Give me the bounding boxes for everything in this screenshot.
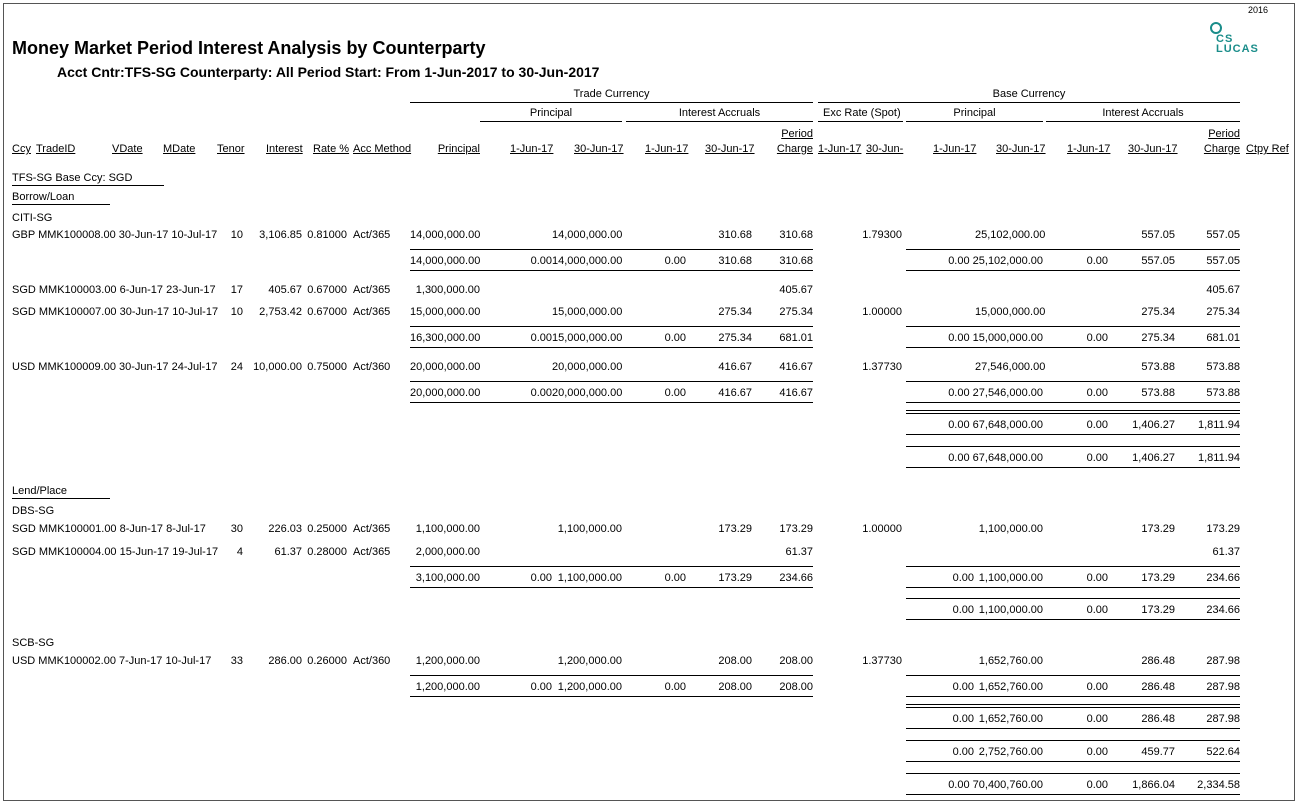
cell-s2-ba1: 0.00 [1086,452,1108,464]
cell-t3-pc: 416.67 [779,387,813,399]
cell-t5-ba2: 286.48 [1141,681,1175,693]
cell-s6-ba1: 0.00 [1086,779,1108,791]
col-vdate: VDate [112,143,143,155]
cell-s3-bpc: 234.66 [1206,604,1240,616]
lend-section-label: Lend/Place [12,485,68,497]
cell-r4-bp2: 27,546,000.00 [975,361,1046,373]
base-rule-bottom-s1 [906,434,1240,435]
cell-r4-tp2: 20,000,000.00 [552,361,623,373]
cell-r4-rate: 0.75000 [307,361,347,373]
cell-r7-principal: 1,200,000.00 [415,655,480,667]
cell-t5-bp2: 1,652,760.00 [978,681,1043,693]
cell-r4-pc: 416.67 [779,361,813,373]
cell-t2-ba2: 275.34 [1141,332,1175,344]
trade-principal-rule [480,121,622,122]
cell-r7-rate: 0.26000 [307,655,347,667]
cell-s3-ba2: 173.29 [1141,604,1175,616]
cell-r7-bpc: 287.98 [1206,655,1240,667]
cell-r5-ta2: 173.29 [718,523,752,535]
counterparty-citi: CITI-SG [12,212,53,224]
cell-t3-principal: 20,000,000.00 [410,387,481,399]
cell-t1-bpc: 557.05 [1206,255,1240,267]
base-rule-top-s3 [906,598,1240,599]
col-bperiod-bottom: Charge [1203,143,1240,155]
cell-r3-ta2: 275.34 [718,306,752,318]
cell-t3-tp1: 0.00 [530,387,552,399]
cell-r6-tenor: 4 [236,546,243,558]
cell-r7-tenor: 33 [230,655,243,667]
cell-s1-ba1: 0.00 [1086,419,1108,431]
cell-t2-bpc: 681.01 [1206,332,1240,344]
trade-rule-bottom-t4 [410,587,813,588]
col-principal: Principal [437,143,480,155]
cell-r3-interest: 2,753.42 [259,306,302,318]
cell-t4-ba1: 0.00 [1086,572,1108,584]
base-principal-rule [906,121,1043,122]
cell-r7-ta2: 208.00 [718,655,752,667]
cell-r2-acc: Act/365 [353,284,391,296]
cell-r3-ex: 1.00000 [862,306,902,318]
cell-s6-ba2: 1,866.04 [1132,779,1175,791]
exc-rate-rule [818,121,903,122]
cell-s4-bpc: 287.98 [1206,713,1240,725]
base-rule-double-s1 [906,410,1240,411]
base-rule-top-s4 [906,707,1240,708]
cell-r3-pc: 275.34 [779,306,813,318]
col-rate: Rate % [313,143,350,155]
base-accruals-header: Interest Accruals [1102,107,1184,119]
borrow-section-label: Borrow/Loan [12,191,75,203]
col-tp-d1: 1-Jun-17 [510,143,554,155]
cell-t3-ta1: 0.00 [664,387,686,399]
cell-r1-tp2: 14,000,000.00 [552,229,623,241]
base-rule-top-s1 [906,413,1240,414]
cell-s1-bpc: 1,811.94 [1197,419,1240,431]
cell-t3-ta2: 416.67 [718,387,752,399]
cell-r1-principal: 14,000,000.00 [410,229,481,241]
base-principal-header: Principal [953,107,996,119]
cell-r2-left: SGD MMK100003.00 6-Jun-17 23-Jun-17 [12,284,216,296]
cell-r4-left: USD MMK100009.00 30-Jun-17 24-Jul-17 [12,361,218,373]
col-tp-d2: 30-Jun-17 [574,143,624,155]
cell-r1-ex: 1.79300 [862,229,902,241]
base-rule-top-s2 [906,446,1240,447]
cell-s2-bp: 0.00 67,648,000.00 [948,452,1043,464]
trade-rule-bottom-t1 [410,270,813,271]
col-ctpy-ref: Ctpy Ref [1246,143,1289,155]
base-currency-rule [818,102,1240,103]
col-ba-d2: 30-Jun-17 [1128,143,1178,155]
base-rule-double-s4 [906,704,1240,705]
cell-r6-principal: 2,000,000.00 [415,546,480,558]
col-ex-d1: 1-Jun-17 [818,143,862,155]
cell-t2-bp: 0.00 15,000,000.00 [948,332,1043,344]
base-rule-top-t2 [906,326,1240,327]
report-title: Money Market Period Interest Analysis by Counterparty [12,38,486,58]
cell-r5-bpc: 173.29 [1206,523,1240,535]
cell-t2-ta2: 275.34 [718,332,752,344]
cell-r2-pc: 405.67 [779,284,813,296]
lend-section-rule [12,498,110,499]
cell-t5-ba1: 0.00 [1086,681,1108,693]
cell-r3-ba2: 275.34 [1141,306,1175,318]
cell-s5-bp2: 2,752,760.00 [978,746,1043,758]
base-rule-bottom-t1 [906,270,1240,271]
cell-r3-principal: 15,000,000.00 [410,306,481,318]
cell-t4-principal: 3,100,000.00 [415,572,480,584]
base-rule-bottom-t3 [906,402,1240,403]
cell-r5-bp2: 1,100,000.00 [978,523,1043,535]
trade-rule-top-t2 [410,326,813,327]
report-subtitle: Acct Cntr:TFS-SG Counterparty: All Period Start: From 1-Jun-2017 to 30-Jun-2017 [57,64,600,80]
acct-section-label: TFS-SG Base Ccy: SGD [12,172,133,184]
col-bperiod-top: Period [1208,128,1240,140]
cell-t4-bp1: 0.00 [952,572,974,584]
base-rule-bottom-t2 [906,347,1240,348]
trade-accruals-header: Interest Accruals [678,107,761,119]
cell-t1-ba2: 557.05 [1141,255,1175,267]
cell-r4-acc: Act/360 [353,361,391,373]
trade-principal-header: Principal [529,107,573,119]
cell-r7-ba2: 286.48 [1141,655,1175,667]
base-accruals-rule [1046,121,1240,122]
base-rule-bottom-s6 [906,794,1240,795]
cell-t1-tp2: 14,000,000.00 [552,255,623,267]
cell-t5-bpc: 287.98 [1206,681,1240,693]
cell-t1-ta1: 0.00 [664,255,686,267]
col-period-top: Period [781,128,813,140]
cell-r6-rate: 0.28000 [307,546,347,558]
cell-t2-tp1: 0.00 [530,332,552,344]
cell-t1-tp1: 0.00 [530,255,552,267]
cell-t5-ta1: 0.00 [664,681,686,693]
base-rule-bottom-t4 [906,587,1240,588]
trade-currency-header: Trade Currency [573,88,650,100]
trade-currency-rule [410,102,813,103]
base-rule-bottom-s3 [906,619,1240,620]
col-acc-method: Acc Method [353,143,412,155]
cell-r5-pc: 173.29 [779,523,813,535]
cell-s3-ba1: 0.00 [1086,604,1108,616]
cell-r2-rate: 0.67000 [307,284,347,296]
cell-r1-left: GBP MMK100008.00 30-Jun-17 10-Jul-17 [12,229,218,241]
cell-s2-bpc: 1,811.94 [1197,452,1240,464]
cell-t2-principal: 16,300,000.00 [410,332,481,344]
base-rule-top-s6 [906,773,1240,774]
col-ex-d2: 30-Jun- [866,143,904,155]
cell-s5-ba1: 0.00 [1086,746,1108,758]
cell-s4-ba2: 286.48 [1141,713,1175,725]
base-rule-top-t5 [906,675,1240,676]
counterparty-scb: SCB-SG [12,637,55,649]
trade-accruals-rule [626,121,813,122]
cell-r7-tp2: 1,200,000.00 [557,655,622,667]
cell-r5-ex: 1.00000 [862,523,902,535]
trade-rule-top-t1 [410,249,813,250]
cell-r2-tenor: 17 [230,284,243,296]
cell-t2-pc: 681.01 [779,332,813,344]
cell-r5-acc: Act/365 [353,523,391,535]
base-rule-bottom-t5 [906,696,1240,697]
cell-s4-ba1: 0.00 [1086,713,1108,725]
cell-r6-acc: Act/365 [353,546,391,558]
cell-s5-bpc: 522.64 [1206,746,1240,758]
cell-t3-ba2: 573.88 [1141,387,1175,399]
cell-t5-bp1: 0.00 [952,681,974,693]
acct-section-rule [12,185,164,186]
cell-s4-bp2: 1,652,760.00 [978,713,1043,725]
cell-r3-left: SGD MMK100007.00 30-Jun-17 10-Jul-17 [12,306,219,318]
cell-r7-interest: 286.00 [268,655,302,667]
base-rule-bottom-s2 [906,467,1240,468]
cell-t5-tp1: 0.00 [530,681,552,693]
cell-t3-bpc: 573.88 [1206,387,1240,399]
cell-r7-pc: 208.00 [779,655,813,667]
cell-t3-tp2: 20,000,000.00 [552,387,623,399]
cell-r7-acc: Act/360 [353,655,391,667]
col-mdate: MDate [163,143,196,155]
cell-t4-bp2: 1,100,000.00 [978,572,1043,584]
cell-r1-bpc: 557.05 [1206,229,1240,241]
cell-r3-bpc: 275.34 [1206,306,1240,318]
cell-r4-ba2: 573.88 [1141,361,1175,373]
col-period-bottom: Charge [776,143,813,155]
cell-r2-principal: 1,300,000.00 [415,284,480,296]
cell-t3-ba1: 0.00 [1086,387,1108,399]
cell-s4-bp1: 0.00 [952,713,974,725]
base-rule-bottom-s4 [906,728,1240,729]
cell-r4-tenor: 24 [230,361,243,373]
cell-r5-principal: 1,100,000.00 [415,523,480,535]
cell-t2-ta1: 0.00 [664,332,686,344]
col-tradeid: TradeID [36,143,76,155]
year-label: 2016 [1248,5,1269,15]
cell-t2-ba1: 0.00 [1086,332,1108,344]
cell-r7-left: USD MMK100002.00 7-Jun-17 10-Jul-17 [12,655,212,667]
base-rule-top-t4 [906,566,1240,567]
cell-r4-ex: 1.37730 [862,361,902,373]
col-interest: Interest [266,143,303,155]
cell-r6-left: SGD MMK100004.00 15-Jun-17 19-Jul-17 [12,546,219,558]
cell-t4-pc: 234.66 [779,572,813,584]
cell-r7-ex: 1.37730 [862,655,902,667]
cell-r6-bpc: 61.37 [1212,546,1240,558]
cell-r3-rate: 0.67000 [307,306,347,318]
cell-r4-ta2: 416.67 [718,361,752,373]
cell-r3-acc: Act/365 [353,306,391,318]
cell-r1-bp2: 25,102,000.00 [975,229,1046,241]
trade-rule-top-t5 [410,675,813,676]
cell-r2-bpc: 405.67 [1206,284,1240,296]
cell-t5-tp2: 1,200,000.00 [557,681,622,693]
cell-r4-interest: 10,000.00 [253,361,302,373]
cell-t1-principal: 14,000,000.00 [410,255,481,267]
cell-r1-rate: 0.81000 [307,229,347,241]
trade-rule-top-t3 [410,381,813,382]
cell-t4-ta1: 0.00 [664,572,686,584]
base-rule-top-s5 [906,740,1240,741]
col-ta-d2: 30-Jun-17 [705,143,755,155]
cell-r5-interest: 226.03 [268,523,302,535]
cell-r4-bpc: 573.88 [1206,361,1240,373]
trade-rule-bottom-t5 [410,696,813,697]
cell-t4-ta2: 173.29 [718,572,752,584]
cell-r6-interest: 61.37 [274,546,302,558]
cell-s5-bp1: 0.00 [952,746,974,758]
cell-t4-tp1: 0.00 [530,572,552,584]
cell-r7-bp2: 1,652,760.00 [978,655,1043,667]
trade-rule-top-t4 [410,566,813,567]
cell-t3-bp: 0.00 27,546,000.00 [948,387,1043,399]
exc-rate-header: Exc Rate (Spot) [823,107,901,119]
col-ba-d1: 1-Jun-17 [1067,143,1111,155]
cell-r1-ta2: 310.68 [718,229,752,241]
cell-t5-principal: 1,200,000.00 [415,681,480,693]
cell-t1-bp: 0.00 25,102,000.00 [948,255,1043,267]
cell-r2-interest: 405.67 [268,284,302,296]
base-rule-top-t1 [906,249,1240,250]
cell-r3-bp2: 15,000,000.00 [975,306,1046,318]
counterparty-dbs: DBS-SG [12,505,55,517]
cell-r4-principal: 20,000,000.00 [410,361,481,373]
cell-r1-pc: 310.68 [779,229,813,241]
cell-r1-acc: Act/365 [353,229,391,241]
cell-t5-pc: 208.00 [779,681,813,693]
cell-r5-rate: 0.25000 [307,523,347,535]
cell-r3-tp2: 15,000,000.00 [552,306,623,318]
cell-s2-ba2: 1,406.27 [1132,452,1175,464]
cell-t1-ba1: 0.00 [1086,255,1108,267]
cell-t4-tp2: 1,100,000.00 [557,572,622,584]
cell-r5-ba2: 173.29 [1141,523,1175,535]
cell-s3-bp2: 1,100,000.00 [978,604,1043,616]
col-bp-d1: 1-Jun-17 [933,143,977,155]
cell-r1-ba2: 557.05 [1141,229,1175,241]
base-rule-top-t3 [906,381,1240,382]
cell-t1-ta2: 310.68 [718,255,752,267]
trade-rule-bottom-t2 [410,347,813,348]
col-tenor: Tenor [217,143,245,155]
cell-t4-ba2: 173.29 [1141,572,1175,584]
cell-s1-ba2: 1,406.27 [1132,419,1175,431]
cell-t5-ta2: 208.00 [718,681,752,693]
borrow-section-rule [12,204,110,205]
cell-r6-pc: 61.37 [785,546,813,558]
base-rule-bottom-s5 [906,761,1240,762]
cell-r5-left: SGD MMK100001.00 8-Jun-17 8-Jul-17 [12,523,206,535]
cell-r5-tenor: 30 [230,523,243,535]
cell-t4-bpc: 234.66 [1206,572,1240,584]
base-currency-header: Base Currency [992,88,1066,100]
cell-t1-pc: 310.68 [779,255,813,267]
col-bp-d2: 30-Jun-17 [996,143,1046,155]
col-ta-d1: 1-Jun-17 [645,143,689,155]
cell-s6-bp: 0.00 70,400,760.00 [948,779,1043,791]
cell-s3-bp1: 0.00 [952,604,974,616]
cell-r3-tenor: 10 [230,306,243,318]
trade-rule-bottom-t3 [410,402,813,403]
cell-s1-bp: 0.00 67,648,000.00 [948,419,1043,431]
cell-r1-tenor: 10 [230,229,243,241]
col-ccy: Ccy [12,143,31,155]
cell-t2-tp2: 15,000,000.00 [552,332,623,344]
cell-r1-interest: 3,106.85 [259,229,302,241]
cell-r5-tp2: 1,100,000.00 [557,523,622,535]
cell-s5-ba2: 459.77 [1141,746,1175,758]
cell-s6-bpc: 2,334.58 [1197,779,1240,791]
